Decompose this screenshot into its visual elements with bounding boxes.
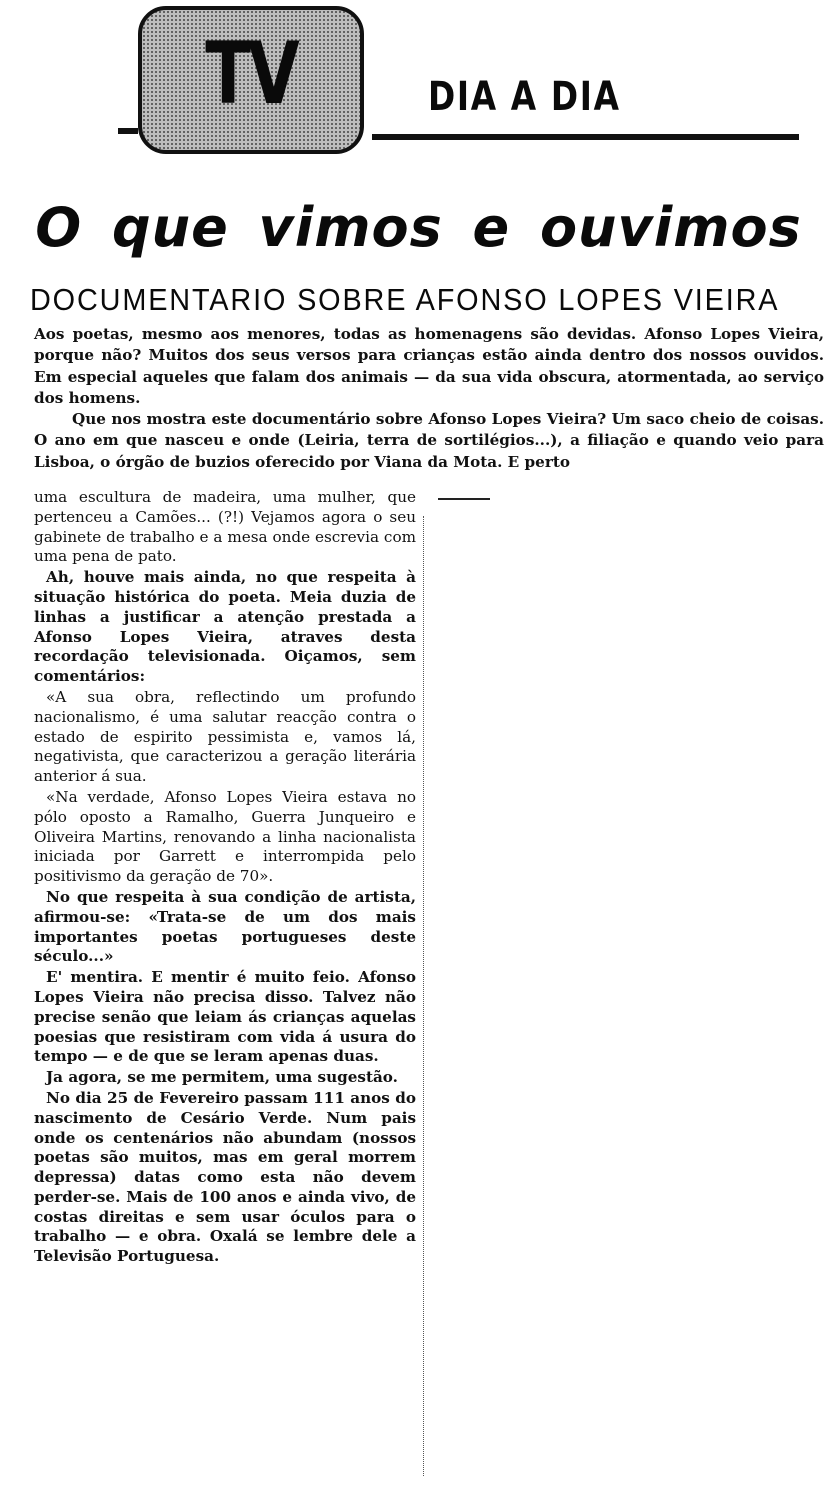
article-headline: O que vimos e ouvimos: [35, 196, 802, 259]
column-paragraph: «A sua obra, reflectindo um profundo nacionalismo, é uma salutar reacção contra o estado de espirito pessimista e, vamos lá, negativista, que caracterizou a geração literária anterior á sua.: [34, 687, 416, 786]
tv-logo-box: [138, 6, 364, 154]
masthead-rule-right: [372, 134, 799, 140]
column-paragraph: No dia 25 de Fevereiro passam 111 anos do nascimento de Cesário Verde. Num pais onde os centenários não abundam (nossos poetas são muitos, mas em geral morrem depressa) datas como esta não devem perder-se. Mais de 100 anos e ainda vivo, de costas direitas e sem usar óculos para o trabalho — e obra. Oxalá se lembre dele a Televisão Portuguesa.: [34, 1088, 416, 1266]
article-column: [34, 488, 416, 1268]
article-lead: [34, 324, 824, 473]
column-paragraph: Ah, houve mais ainda, no que respeita à situação histórica do poeta. Meia duzia de linhas a justificar a atenção prestada a Afonso Lopes Vieira, atraves desta recordação televisionada. Oiçamos, sem comentários:: [34, 568, 416, 686]
column-rule: [423, 516, 425, 1476]
column-paragraph: Ja agora, se me permitem, uma sugestão.: [46, 1068, 398, 1087]
lead-paragraph: Aos poetas, mesmo aos menores, todas as homenagens são devidas. Afonso Lopes Vieira, porque não? Muitos dos seus versos para crianças estão ainda dentro dos nossos ouvidos. Em especial aqueles que falam dos animais — da sua vida obscura, atormentada, ao serviço dos homens.: [34, 325, 824, 407]
article-subhead: [30, 282, 830, 318]
column-paragraph: «Na verdade, Afonso Lopes Vieira estava no pólo oposto a Ramalho, Guerra Junqueiro e Oliveira Martins, renovando a linha nacionalista iniciada por Garrett e interrompida pelo positivismo da geração de 70».: [34, 787, 416, 886]
tv-logo-text: TV: [205, 24, 297, 124]
column-paragraph: uma escultura de madeira, uma mulher, que pertenceu a Camões... (?!) Vejamos agora o seu gabinete de trabalho e a mesa onde escrevia com uma pena de pato.: [34, 488, 416, 566]
column-paragraph: E' mentira. E mentir é muito feio. Afonso Lopes Vieira não precisa disso. Talvez não precise senão que leiam ás crianças aquelas poesias que resistiram com vida á usura do tempo — e de que se leram apenas duas.: [34, 968, 416, 1066]
section-title: DIA A DIA: [428, 74, 621, 120]
column-divider-short: [438, 498, 490, 500]
lead-paragraph: Que nos mostra este documentário sobre Afonso Lopes Vieira? Um saco cheio de coisas. O ano em que nasceu e onde (Leiria, terra de sortilégios...), a filiação e quando veio para Lisboa, o órgão de buzios oferecido por Viana da Mota. E perto: [34, 410, 824, 471]
article-subhead-text: DOCUMENTARIO SOBRE AFONSO LOPES VIEIRA: [30, 282, 780, 317]
masthead-rule-left: [118, 128, 138, 134]
masthead: [0, 0, 837, 180]
column-paragraph: No que respeita à sua condição de artista, afirmou-se: «Trata-se de um dos mais importantes poetas portugueses deste século...»: [34, 887, 416, 966]
